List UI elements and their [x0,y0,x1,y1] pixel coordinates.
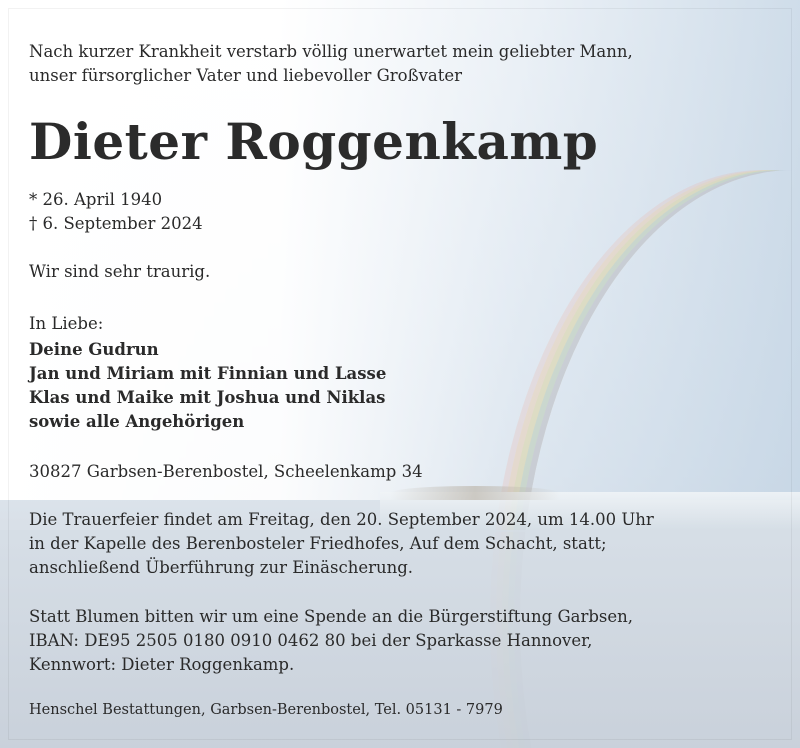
in-love-label: In Liebe: [29,314,104,333]
life-dates [29,188,669,236]
family-member: Jan und Miriam mit Finnian und Lasse [29,364,387,383]
donation-info [29,605,669,677]
family-member: Klas und Maike mit Joshua und Niklas [29,388,386,407]
funeral-home-footer: Henschel Bestattungen, Garbsen-Berenbostel, Tel. 05131 - 7979 [29,702,503,718]
intro-line: Nach kurzer Krankheit verstarb völlig unerwartet mein geliebter Mann, [29,42,633,61]
family-member: Deine Gudrun [29,340,159,359]
funeral-info [29,508,669,580]
donation-line: Kennwort: Dieter Roggenkamp. [29,655,295,674]
deceased-name: Dieter Roggenkamp [29,112,599,171]
family-member: sowie alle Angehörigen [29,412,245,431]
funeral-line: anschließend Überführung zur Einäscherung. [29,558,414,577]
mourning-statement: Wir sind sehr traurig. [29,262,211,281]
death-date: † 6. September 2024 [29,214,203,233]
obituary-text [29,40,669,720]
donation-line: IBAN: DE95 2505 0180 0910 0462 80 bei der Sparkasse Hannover, [29,631,593,650]
birth-date: * 26. April 1940 [29,190,163,209]
funeral-line: in der Kapelle des Berenbosteler Friedhofes, Auf dem Schacht, statt; [29,534,607,553]
address: 30827 Garbsen-Berenbostel, Scheelenkamp 34 [29,462,423,481]
intro-line: unser fürsorglicher Vater und liebevoller Großvater [29,66,463,85]
family-list [29,338,669,434]
donation-line: Statt Blumen bitten wir um eine Spende an die Bürgerstiftung Garbsen, [29,607,634,626]
intro-text [29,40,669,88]
funeral-line: Die Trauerfeier findet am Freitag, den 20. September 2024, um 14.00 Uhr [29,510,654,529]
